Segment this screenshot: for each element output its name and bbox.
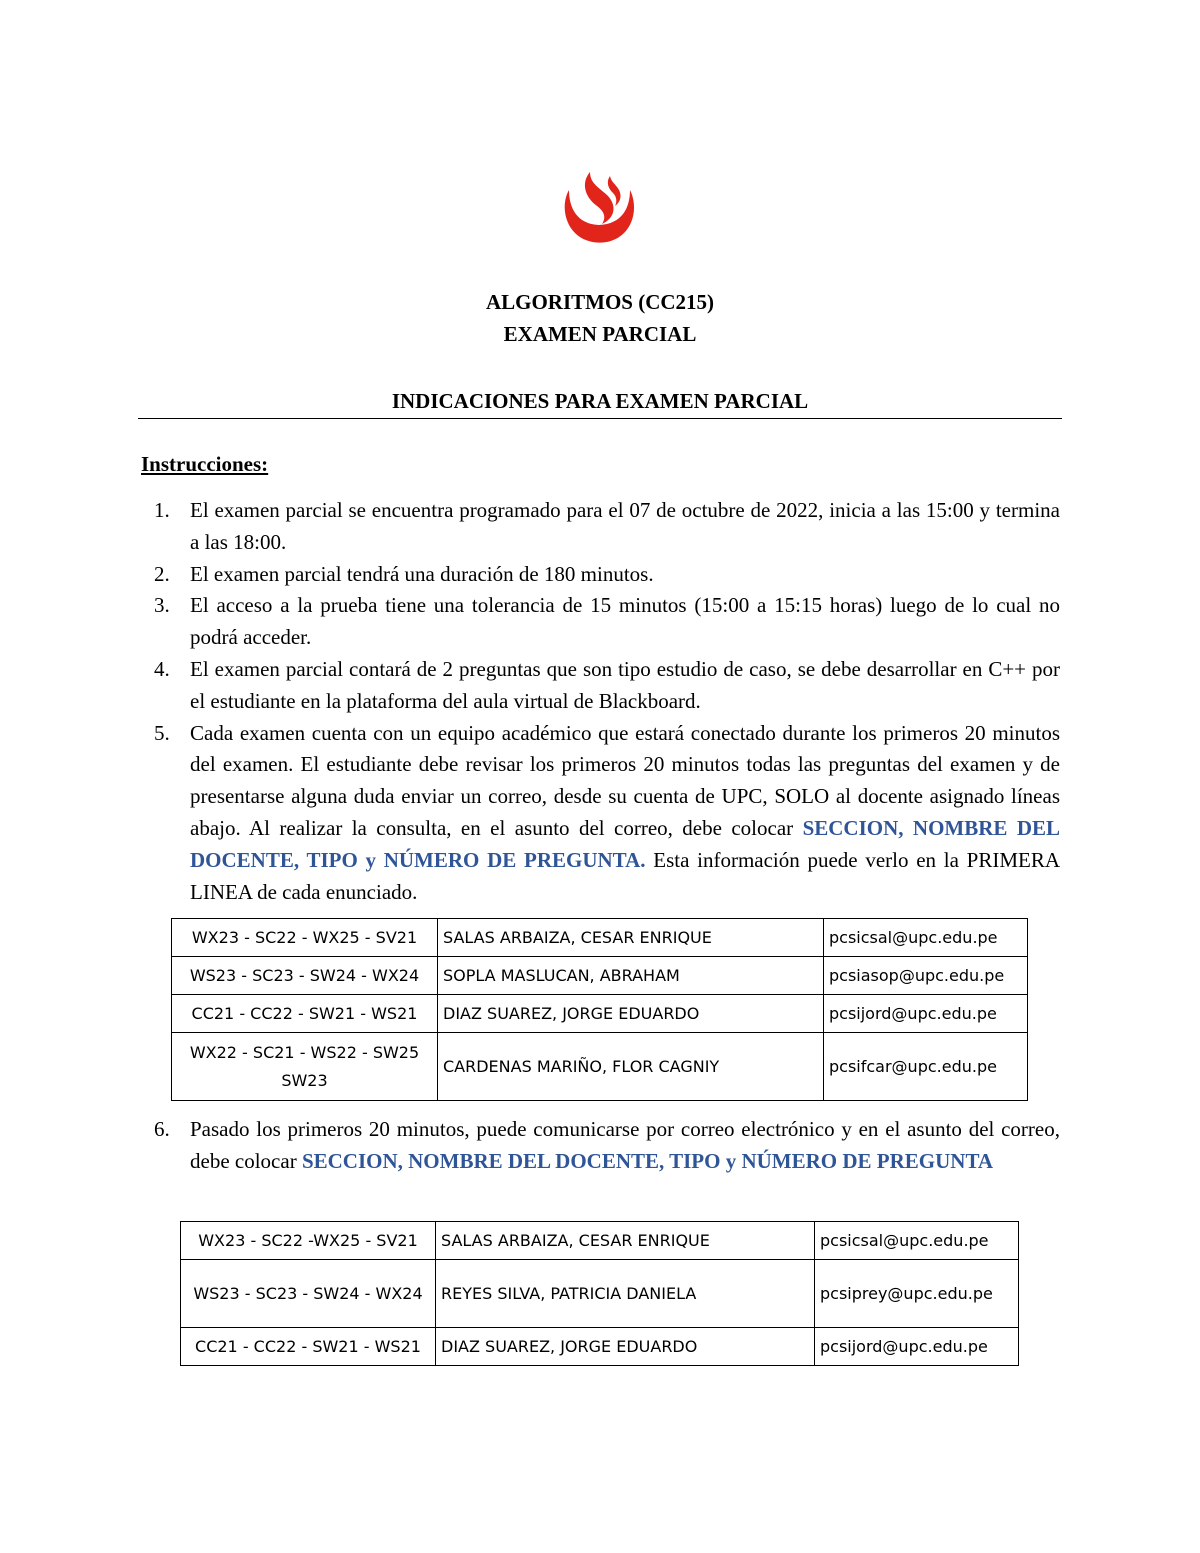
table-row xyxy=(172,919,1028,957)
table-cell-email[interactable]: pcsicsal@upc.edu.pe xyxy=(824,919,1028,957)
instructions-list xyxy=(154,495,1060,908)
list-text: El examen parcial tendrá una duración de 180 minutos. xyxy=(190,561,654,586)
table-cell-teacher: SALAS ARBAIZA, CESAR ENRIQUE xyxy=(436,1222,815,1260)
list-text: Esta información puede verlo en la PRIMERA LINEA de cada enunciado. xyxy=(190,847,1060,904)
list-number: 1. xyxy=(154,498,170,522)
table-row xyxy=(181,1328,1019,1366)
list-item xyxy=(154,559,1060,591)
instructions-heading: Instrucciones: xyxy=(141,452,269,476)
list-item xyxy=(154,654,1060,718)
list-highlight: SECCION, NOMBRE DEL DOCENTE, TIPO y NÚMERO DE PREGUNTA xyxy=(301,1148,994,1173)
table-cell-email[interactable]: pcsiasop@upc.edu.pe xyxy=(824,957,1028,995)
teachers-table-after-20-min xyxy=(180,1221,1019,1366)
table-cell-sections: CC21 - CC22 - SW21 - WS21 xyxy=(172,995,438,1033)
list-number: 3. xyxy=(154,593,170,618)
teachers-table-first-20-min xyxy=(171,918,1028,1101)
list-item xyxy=(154,1114,1060,1178)
table-cell-email[interactable]: pcsiprey@upc.edu.pe xyxy=(815,1260,1019,1328)
list-number: 2. xyxy=(154,561,170,586)
table-cell-email[interactable]: pcsijord@upc.edu.pe xyxy=(824,995,1028,1033)
table-cell-email[interactable]: pcsicsal@upc.edu.pe xyxy=(815,1222,1019,1260)
table-row xyxy=(181,1260,1019,1328)
table-cell-sections: WS23 - SC23 - SW24 - WX24 xyxy=(181,1260,436,1328)
table-cell-email[interactable]: pcsijord@upc.edu.pe xyxy=(815,1328,1019,1366)
table-cell-sections: WX23 - SC22 - WX25 - SV21 xyxy=(172,919,438,957)
list-number: 5. xyxy=(154,720,170,745)
list-text: Cada examen cuenta con un equipo académico que estará conectado durante los primeros 20 minutos del examen. El estudiante debe revisar los primeros 20 minutos todas las preguntas del examen y de presentarse alguna duda enviar un correo, desde su cuenta de UPC, SOLO al docente asignado líneas abajo. Al realizar la consulta, en el asunto del correo, debe colocar xyxy=(190,720,1060,840)
table-cell-teacher: SALAS ARBAIZA, CESAR ENRIQUE xyxy=(438,919,824,957)
title-divider xyxy=(138,418,1062,419)
list-item xyxy=(154,495,1060,559)
list-text: El acceso a la prueba tiene una tolerancia de 15 minutos (15:00 a 15:15 horas) luego de lo cual no podrá acceder. xyxy=(190,593,1060,650)
list-text: El examen parcial se encuentra programado para el 07 de octubre de 2022, inicia a las 15:00 y termina a las 18:00. xyxy=(190,498,1060,554)
upc-logo-icon xyxy=(560,168,638,248)
list-text: El examen parcial contará de 2 preguntas que son tipo estudio de caso, se debe desarrollar en C++ por el estudiante en la plataforma del aula virtual de Blackboard. xyxy=(190,656,1060,713)
table-row xyxy=(172,1033,1028,1101)
list-text: Pasado los primeros 20 minutos, puede comunicarse por correo electrónico y en el asunto del correo, debe colocar xyxy=(190,1117,1060,1173)
exam-title: EXAMEN PARCIAL xyxy=(503,322,697,346)
table-cell-teacher: DIAZ SUAREZ, JORGE EDUARDO xyxy=(436,1328,815,1366)
table-cell-teacher: DIAZ SUAREZ, JORGE EDUARDO xyxy=(438,995,824,1033)
course-title: ALGORITMOS (CC215) xyxy=(485,290,715,314)
page-subtitle: INDICACIONES PARA EXAMEN PARCIAL xyxy=(391,389,809,413)
table-cell-teacher: REYES SILVA, PATRICIA DANIELA xyxy=(436,1260,815,1328)
table-row xyxy=(172,957,1028,995)
table-cell-sections: WS23 - SC23 - SW24 - WX24 xyxy=(172,957,438,995)
table-cell-teacher: CARDENAS MARIÑO, FLOR CAGNIY xyxy=(438,1033,824,1101)
table-cell-email[interactable]: pcsifcar@upc.edu.pe xyxy=(824,1033,1028,1101)
table-cell-teacher: SOPLA MASLUCAN, ABRAHAM xyxy=(438,957,824,995)
instructions-list-continued xyxy=(154,1114,1060,1178)
list-item xyxy=(154,718,1060,909)
table-cell-sections: CC21 - CC22 - SW21 - WS21 xyxy=(181,1328,436,1366)
table-row xyxy=(172,995,1028,1033)
list-highlight: SECCION, NOMBRE DEL DOCENTE, TIPO y NÚMERO DE PREGUNTA. xyxy=(190,815,1060,872)
list-item xyxy=(154,590,1060,654)
table-cell-sections: WX22 - SC21 - WS22 - SW25 SW23 xyxy=(172,1033,438,1101)
list-number: 4. xyxy=(154,656,170,681)
table-row xyxy=(181,1222,1019,1260)
list-number: 6. xyxy=(154,1117,170,1141)
table-cell-sections: WX23 - SC22 -WX25 - SV21 xyxy=(181,1222,436,1260)
